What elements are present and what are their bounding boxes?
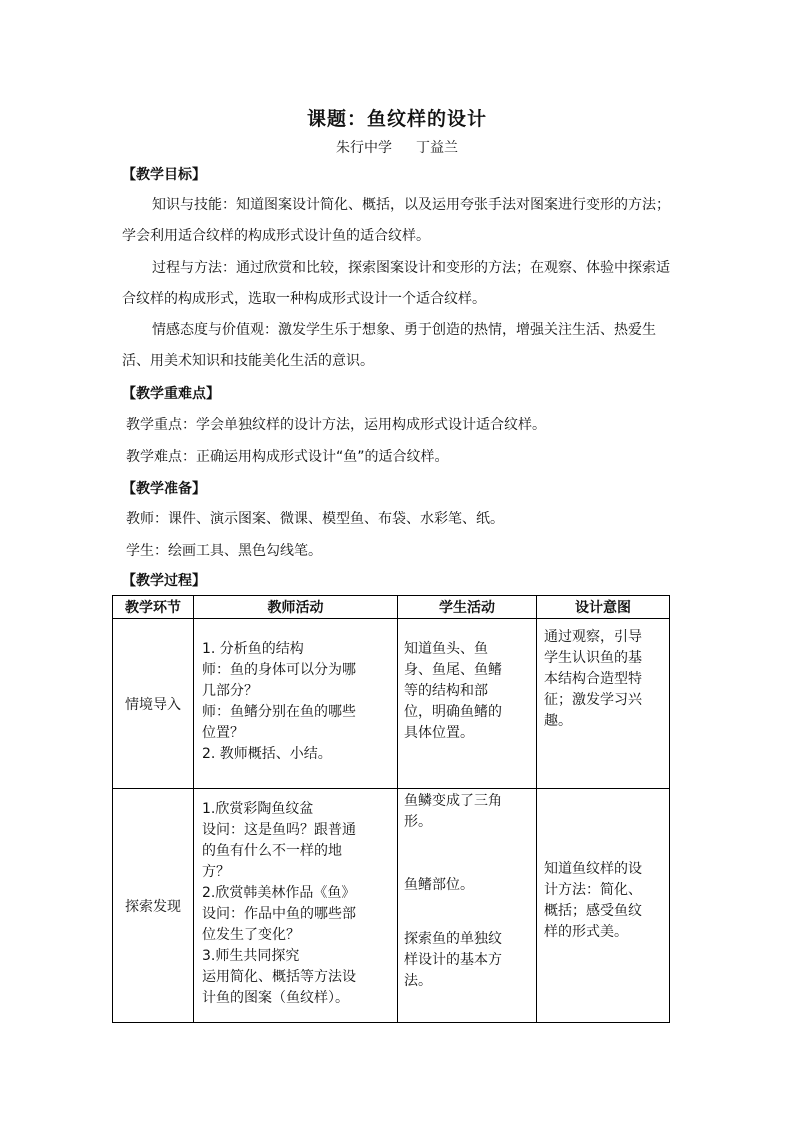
text-line: 的鱼有什么不一样的地	[202, 843, 342, 859]
lesson-title: 课题：鱼纹样的设计	[306, 108, 487, 130]
stage-cell: 探索发现	[113, 789, 194, 1023]
col-header-intent: 设计意图	[537, 596, 670, 619]
teacher-activity-cell	[194, 619, 398, 789]
text-line: 形。	[404, 814, 432, 830]
text-line: 法。	[404, 973, 432, 989]
teaching-difficulty: 教学难点：正确运用构成形式设计“鱼”的适合纹样。	[126, 449, 449, 465]
text-line: 探索鱼的单独纹	[404, 931, 502, 947]
objective-process: 过程与方法：通过欣赏和比较，探索图案设计和变形的方法；在观察、体验中探索适合纹样的构成形式，选取一种构成形式设计一个适合纹样。	[122, 260, 670, 307]
text-line: 具体位置。	[404, 725, 474, 741]
school-name: 朱行中学	[336, 140, 392, 156]
table-row	[113, 789, 670, 1023]
text-line: 位发生了变化？	[202, 927, 300, 943]
text-line: 样的形式美。	[544, 924, 628, 940]
text-line: 知道鱼纹样的设	[544, 861, 642, 877]
text-line: 鱼鳞变成了三角	[404, 793, 502, 809]
text-line: 设问：这是鱼吗？跟普通	[202, 822, 356, 838]
text-line: 位置？	[202, 725, 244, 741]
text-line: 几部分？	[202, 683, 258, 699]
text-line: 计鱼的图案（鱼纹样）。	[202, 990, 349, 1006]
objective-emotion: 情感态度与价值观：激发学生乐于想象、勇于创造的热情，增强关注生活、热爱生活、用美术知识和技能美化生活的意识。	[122, 322, 656, 369]
text-line: 位，明确鱼鳍的	[404, 704, 502, 720]
table-header-row	[113, 596, 670, 619]
process-table	[112, 595, 670, 1023]
text-line: 方？	[202, 864, 230, 880]
teacher-activity-cell	[194, 789, 398, 1023]
text-line: 运用简化、概括等方法设	[202, 969, 356, 985]
objectives-heading: 【教学目标】	[122, 167, 206, 183]
teacher-materials: 教师：课件、演示图案、微课、模型鱼、布袋、水彩笔、纸。	[126, 511, 504, 527]
text-line: 师：鱼鳍分别在鱼的哪些	[202, 704, 356, 720]
byline	[0, 137, 794, 157]
objective-knowledge: 知识与技能：知道图案设计简化、概括，以及运用夸张手法对图案进行变形的方法；学会利用适合纹样的构成形式设计鱼的适合纹样。	[122, 197, 670, 244]
text-line: 等的结构和部	[404, 683, 488, 699]
preparation-heading: 【教学准备】	[122, 481, 206, 497]
author-name: 丁益兰	[416, 140, 458, 156]
student-activity-cell	[398, 619, 537, 789]
text-line: 设问：作品中鱼的哪些部	[202, 906, 356, 922]
table-row	[113, 619, 670, 789]
text-line: 样设计的基本方	[404, 952, 502, 968]
text-line: 知道鱼头、鱼	[404, 641, 488, 657]
text-line: 学生认识鱼的基	[544, 650, 642, 666]
stage-cell: 情境导入	[113, 619, 194, 789]
text-line: 鱼鳍部位。	[404, 877, 474, 893]
text-line: 师：鱼的身体可以分为哪	[202, 662, 356, 678]
text-line: 计方法：简化、	[544, 882, 642, 898]
teaching-focus: 教学重点：学会单独纹样的设计方法，运用构成形式设计适合纹样。	[126, 417, 546, 433]
text-line: 通过观察，引导	[544, 629, 642, 645]
student-materials: 学生：绘画工具、黑色勾线笔。	[126, 543, 322, 559]
process-heading: 【教学过程】	[122, 573, 206, 589]
text-line: 2.欣赏韩美林作品《鱼》	[202, 885, 356, 901]
key-points-heading: 【教学重难点】	[122, 386, 220, 402]
text-line: 本结构合造型特	[544, 671, 642, 687]
text-line: 征；激发学习兴	[544, 692, 642, 708]
col-header-student: 学生活动	[398, 596, 537, 619]
text-line: 1. 分析鱼的结构	[202, 641, 304, 657]
text-line: 3.师生共同探究	[202, 948, 300, 964]
student-activity-cell	[398, 789, 537, 1023]
text-line: 2. 教师概括、小结。	[202, 746, 332, 762]
text-line: 趣。	[544, 713, 572, 729]
text-line: 身、鱼尾、鱼鳍	[404, 662, 502, 678]
text-line: 概括；感受鱼纹	[544, 903, 642, 919]
col-header-teacher: 教师活动	[194, 596, 398, 619]
design-intent-cell	[537, 619, 670, 789]
col-header-stage: 教学环节	[113, 596, 194, 619]
design-intent-cell	[537, 789, 670, 1023]
text-line: 1.欣赏彩陶鱼纹盆	[202, 801, 314, 817]
